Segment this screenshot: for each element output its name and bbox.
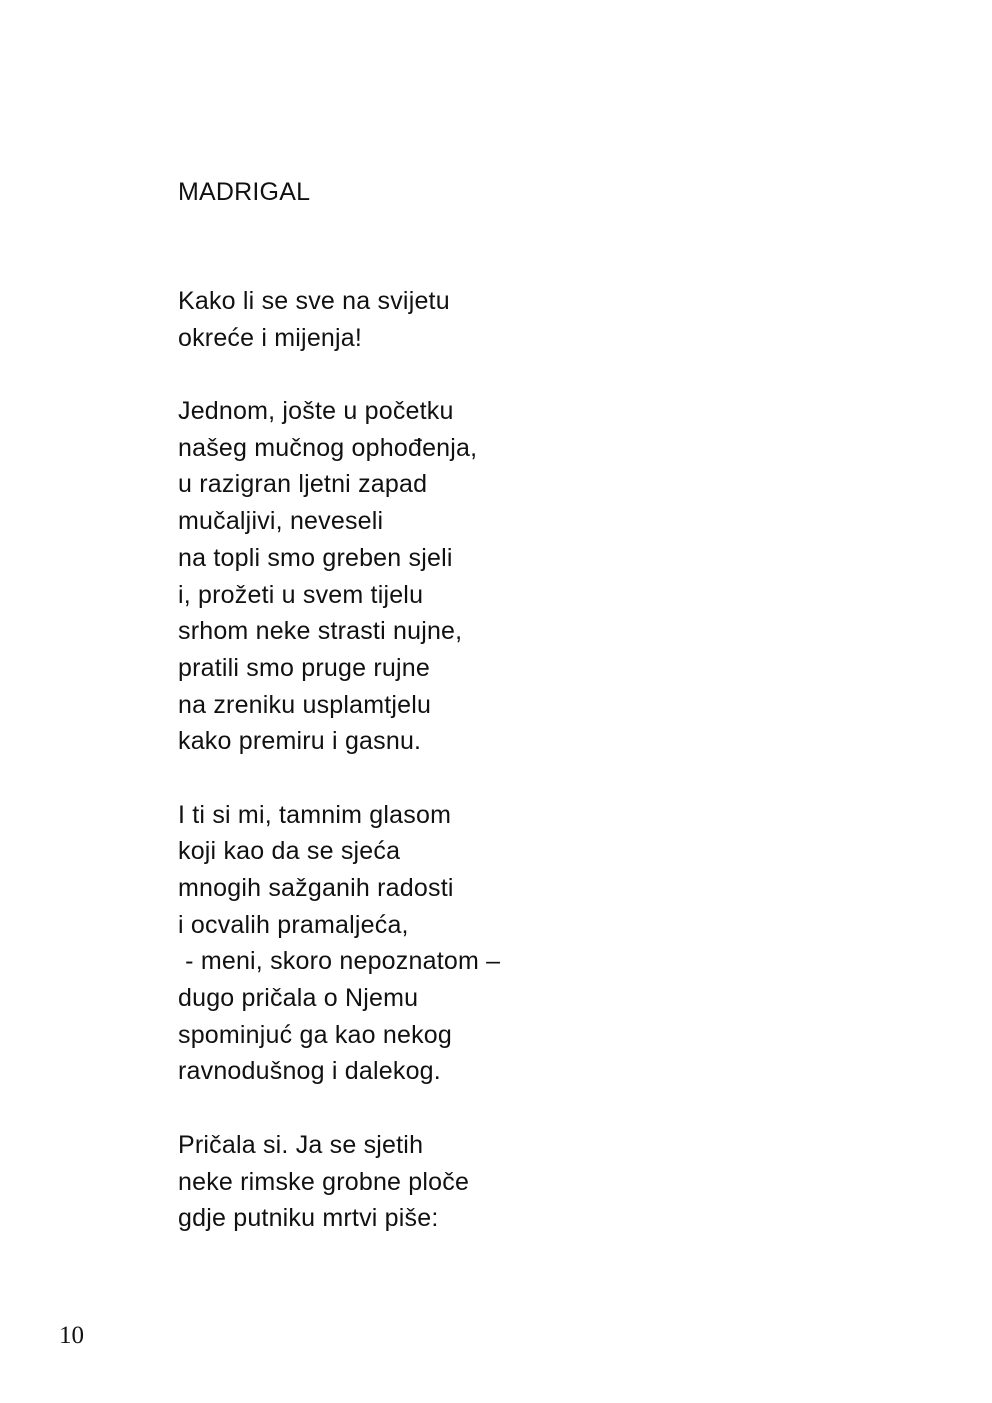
poem-line: koji kao da se sjeća [178, 837, 401, 866]
poem-line: okreće i mijenja! [178, 323, 363, 352]
poem-line: srhom neke strasti nujne, [178, 617, 463, 646]
poem-line: i, prožeti u svem tijelu [178, 580, 424, 609]
stanza [178, 797, 500, 1091]
poem-line: mnogih sažganih radosti [178, 874, 454, 902]
stanza [178, 1127, 500, 1237]
stanza [178, 283, 500, 356]
poem-line: ravnodušnog i dalekog. [178, 1057, 441, 1086]
poem-line: spominjuć ga kao nekog [178, 1020, 453, 1049]
poem-line: Jednom, jošte u početku [178, 397, 454, 426]
poem-line: - meni, skoro nepoznatom – [178, 947, 501, 976]
poem-line: u razigran ljetni zapad [178, 470, 428, 499]
poem-line: našeg mučnog ophođenja, [178, 433, 478, 462]
poem-title: MADRIGAL [178, 178, 311, 206]
poem-body [178, 283, 500, 1274]
poem-line: mučaljivi, neveseli [178, 507, 384, 536]
poem-line: I ti si mi, tamnim glasom [178, 800, 452, 829]
poem-line: Kako li se sve na svijetu [178, 287, 450, 315]
poem-line: na topli smo greben sjeli [178, 543, 453, 572]
poem-line: kako premiru i gasnu. [178, 727, 422, 756]
page-number: 10 [59, 1322, 84, 1349]
poem-line: gdje putniku mrtvi piše: [178, 1204, 439, 1233]
poem-line: na zreniku usplamtjelu [178, 690, 432, 719]
poem-line: dugo pričala o Njemu [178, 984, 419, 1013]
poem-line: pratili smo pruge rujne [178, 653, 430, 682]
poem-line: Pričala si. Ja se sjetih [178, 1130, 424, 1159]
stanza [178, 393, 500, 760]
poem-line: i ocvalih pramaljeća, [178, 910, 409, 939]
poem-line: neke rimske grobne ploče [178, 1167, 470, 1196]
